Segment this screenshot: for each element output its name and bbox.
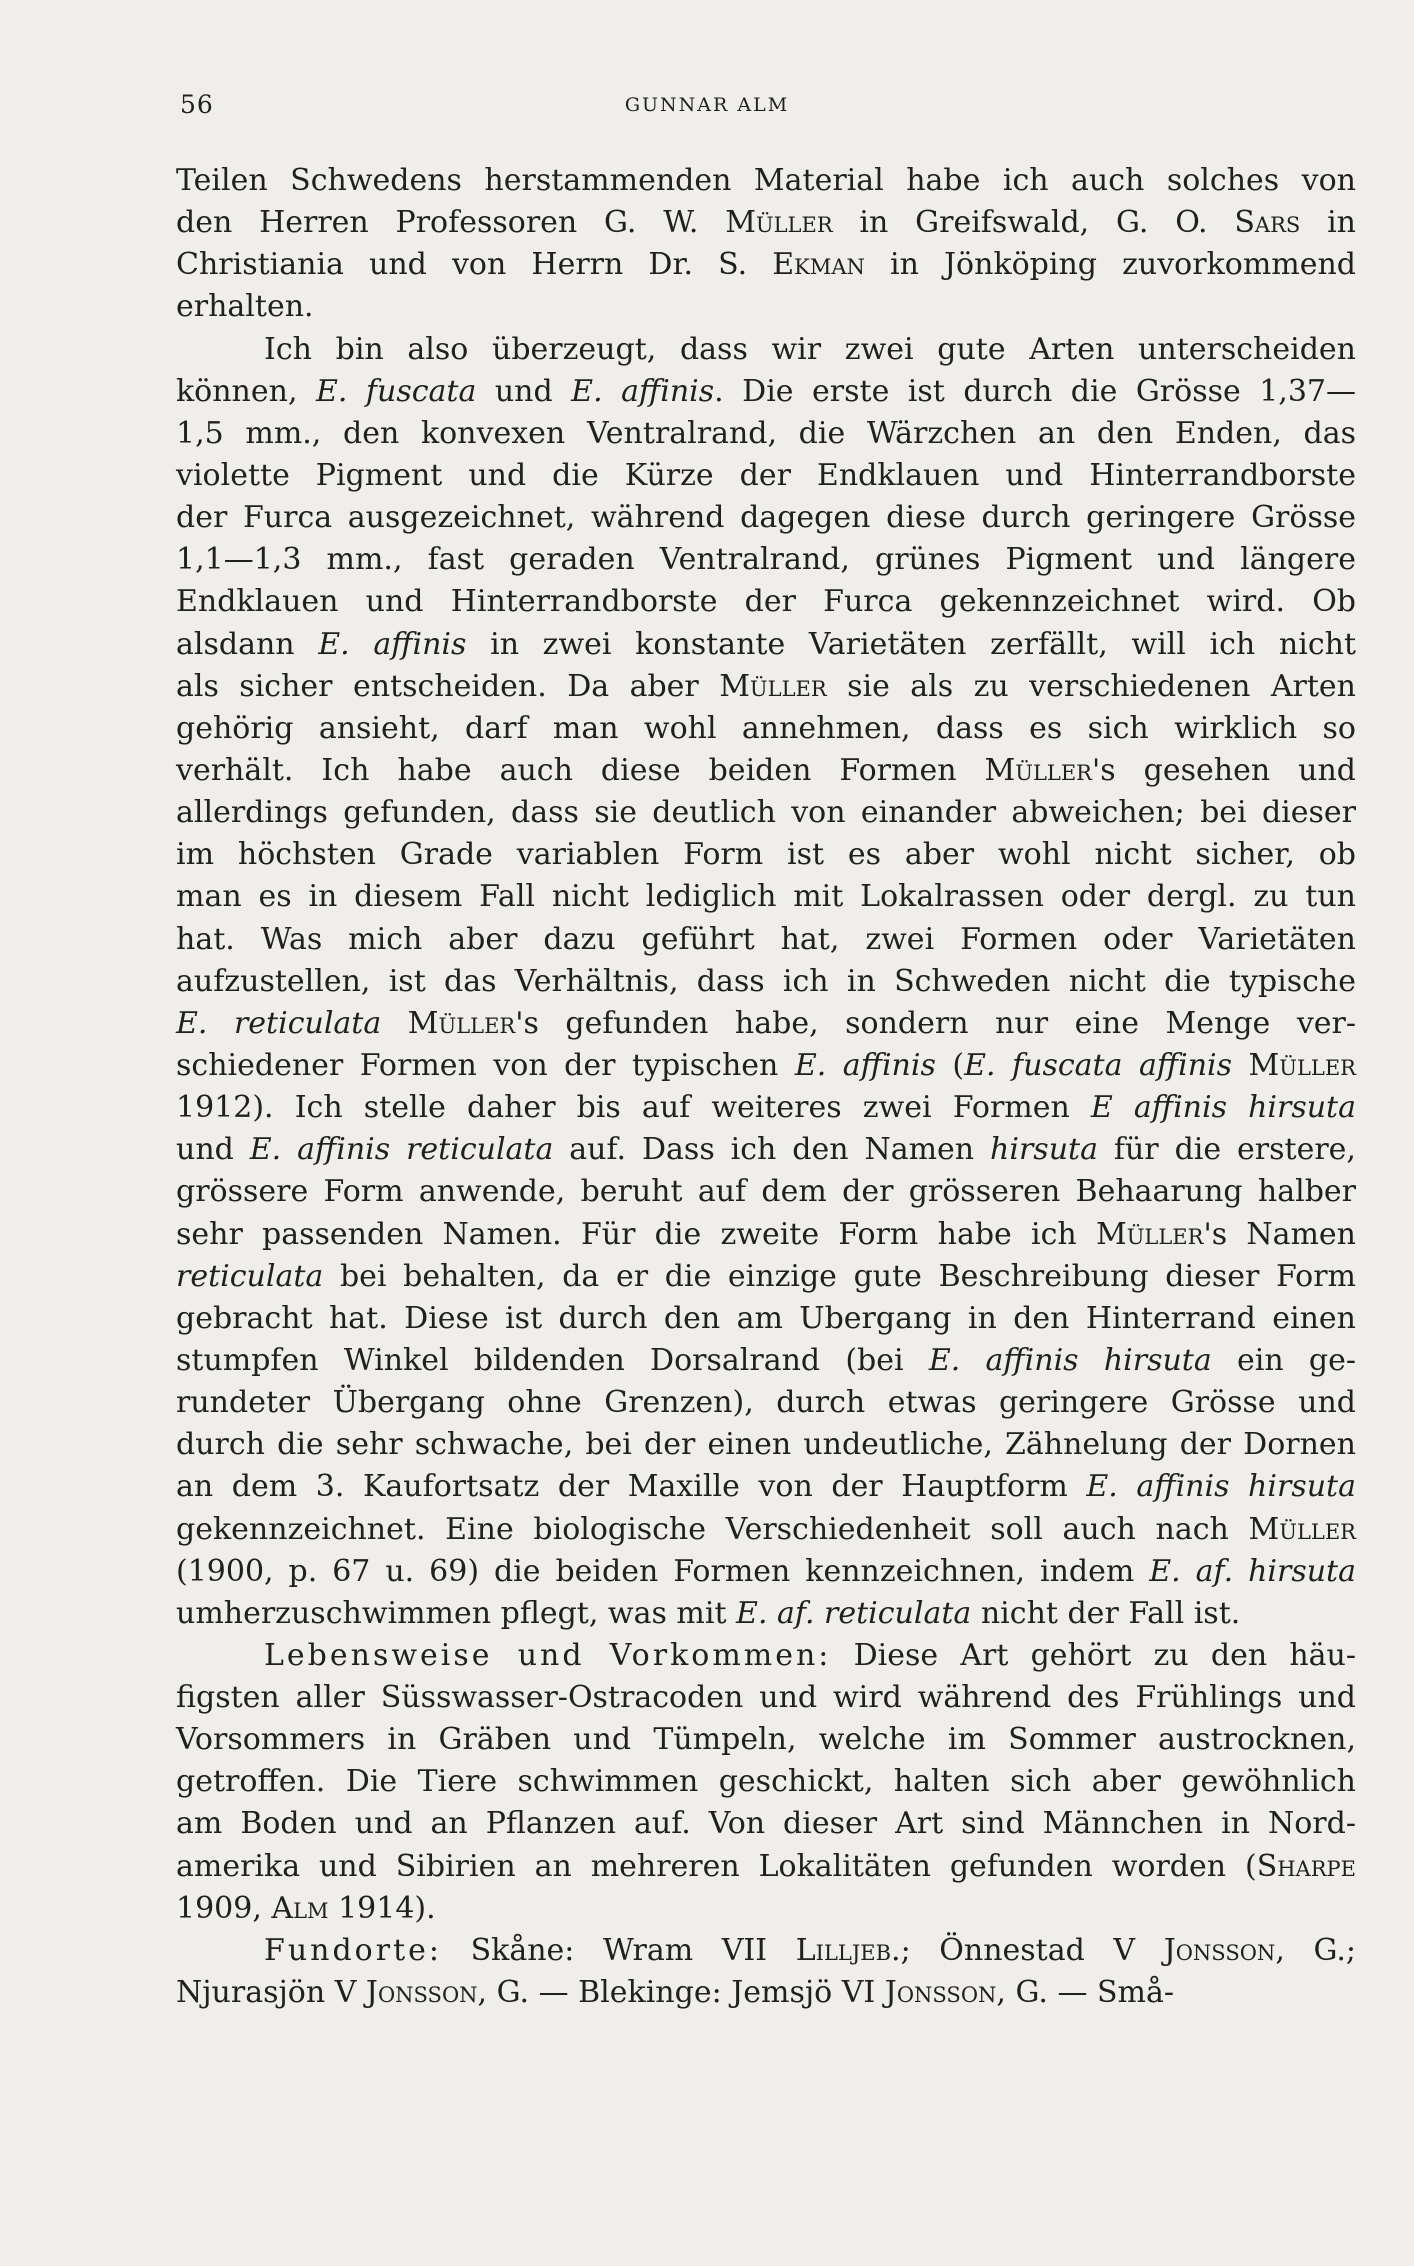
text-line (176, 286, 1356, 328)
text-run: an dem 3. Kaufortsatz der Maxille von der Hauptform (176, 1469, 1087, 1505)
text-run: 1,1—1,3 mm., fast geraden Ventralrand, grünes Pigment und längere (176, 542, 1356, 578)
text-line (176, 1129, 1356, 1171)
taxon-name: E. fuscata (315, 373, 477, 409)
text-run: durch die sehr schwache, bei der einen undeutliche, Zähnelung der Dornen (176, 1427, 1356, 1463)
text-line (176, 1003, 1356, 1045)
text-run: bei behalten, da er die einzige gute Beschreibung dieser Form (323, 1258, 1356, 1294)
text-line (176, 624, 1356, 666)
taxon-name: E. affinis (794, 1047, 936, 1083)
text-line (176, 1509, 1356, 1551)
text-line (176, 1677, 1356, 1719)
text-run: und (176, 1132, 250, 1168)
text-run: hat. Was mich aber dazu geführt hat, zwei Formen oder Varietäten (176, 921, 1356, 957)
text-run: auf. Dass ich den Namen (553, 1132, 991, 1168)
text-run: alsdann (176, 626, 319, 662)
text-run: verhält. Ich habe auch diese beiden Formen (176, 752, 985, 788)
text-run: 's Namen (1203, 1216, 1356, 1252)
section-heading: Fundorte: (264, 1932, 442, 1968)
body-text (176, 160, 1356, 2014)
text-run: und (476, 373, 572, 409)
author-name: Müller (1248, 1511, 1356, 1547)
text-run: Skåne: Wram VII (441, 1932, 796, 1968)
taxon-name: E. affinis hirsuta (1086, 1469, 1356, 1505)
text-run: allerdings gefunden, dass sie deutlich von einander abweichen; bei dieser (176, 795, 1356, 831)
text-run: in Greifswald, G. O. (832, 205, 1235, 241)
text-line (176, 581, 1356, 623)
text-line (176, 1087, 1356, 1129)
text-line (176, 1256, 1356, 1298)
text-run: Teilen Schwedens herstammenden Material habe ich auch solches von (176, 163, 1356, 198)
text-run: den Herren Professoren G. W. (176, 205, 726, 241)
text-line (176, 1761, 1356, 1803)
text-line (176, 497, 1356, 539)
author-name: Ekman (772, 247, 865, 283)
text-line (176, 244, 1356, 286)
text-line (176, 1635, 1356, 1677)
text-run (1232, 1048, 1249, 1083)
text-run: in zwei konstante Varietäten zerfällt, will ich nicht (466, 626, 1356, 662)
text-line (176, 1719, 1356, 1761)
text-line (176, 1466, 1356, 1508)
text-run: gekennzeichnet. Eine biologische Verschiedenheit soll auch nach (176, 1511, 1249, 1547)
author-name: Sharpe (1256, 1848, 1356, 1884)
taxon-name: E affinis hirsuta (1090, 1090, 1356, 1126)
text-line (176, 1382, 1356, 1424)
text-run: umherzuschwimmen pflegt, was mit (176, 1595, 737, 1631)
text-run: Njurasjön V (176, 1975, 366, 2011)
text-line (176, 1551, 1356, 1593)
text-line (176, 1888, 1356, 1930)
text-run: Diese Art gehört zu den häu- (831, 1637, 1357, 1673)
text-run: man es in diesem Fall nicht lediglich mit Lokalrassen oder dergl. zu tun (176, 879, 1356, 915)
taxon-name: E. reticulata (176, 1005, 382, 1041)
text-line (176, 666, 1356, 708)
text-run: ein ge- (1211, 1342, 1356, 1378)
text-run: 1,5 mm., den konvexen Ventralrand, die Wärzchen an den Enden, das (176, 415, 1356, 451)
text-run: sehr passenden Namen. Für die zweite Form habe ich (176, 1216, 1096, 1252)
author-name: Müller (719, 668, 827, 704)
text-line (176, 1930, 1356, 1972)
text-run: amerika und Sibirien an mehreren Lokalitäten gefunden worden ( (176, 1848, 1257, 1884)
text-line (176, 708, 1356, 750)
text-line (176, 371, 1356, 413)
taxon-name: E. affinis (318, 626, 467, 662)
text-line (176, 961, 1356, 1003)
text-line (176, 1298, 1356, 1340)
text-run: 1909, (176, 1890, 272, 1926)
text-run: stumpfen Winkel bildenden Dorsalrand (bei (176, 1342, 929, 1378)
author-name: Müller (725, 205, 833, 241)
text-run (381, 1006, 408, 1041)
author-name: Müller (407, 1005, 516, 1041)
text-line (176, 1803, 1356, 1845)
text-run: schiedener Formen von der typischen (176, 1047, 795, 1083)
text-run: nicht der Fall ist. (971, 1595, 1241, 1631)
text-run: Endklauen und Hinterrandborste der Furca gekennzeichnet wird. Ob (176, 584, 1356, 620)
text-run: für die erstere, (1097, 1132, 1356, 1168)
text-line (176, 1214, 1356, 1256)
text-run: 1912). Ich stelle daher bis auf weiteres zwei Formen (176, 1090, 1091, 1126)
text-run: können, (176, 373, 316, 409)
author-name: Müller (1248, 1047, 1356, 1083)
author-name: Jonsson (884, 1975, 997, 2011)
taxon-name: E. affinis hirsuta (928, 1342, 1212, 1378)
text-line (176, 329, 1356, 371)
text-line (176, 876, 1356, 918)
text-run: in (1300, 205, 1357, 241)
text-run: Christiania und von Herrn Dr. S. (176, 247, 773, 283)
taxon-name: E. af. reticulata (736, 1595, 972, 1631)
text-run: ( (935, 1047, 965, 1083)
text-line (176, 792, 1356, 834)
text-line (176, 202, 1356, 244)
text-run: im höchsten Grade variablen Form ist es aber wohl nicht sicher, ob (176, 837, 1356, 873)
text-line (176, 1171, 1356, 1213)
text-run: , G. — Små- (996, 1975, 1175, 2011)
text-run: sie als zu verschiedenen Arten (826, 668, 1356, 704)
text-run: 1914). (328, 1890, 436, 1926)
text-run: (1900, p. 67 u. 69) die beiden Formen kennzeichnen, indem (176, 1553, 1150, 1589)
running-head: GUNNAR ALM (624, 94, 790, 116)
author-name: Jonsson (1163, 1932, 1276, 1968)
text-line (176, 1340, 1356, 1382)
taxon-name: E. affinis reticulata (249, 1132, 554, 1168)
text-line (176, 455, 1356, 497)
page-number: 56 (180, 90, 214, 119)
author-name: Sars (1234, 205, 1301, 241)
text-line (176, 1846, 1356, 1888)
taxon-name: reticulata (176, 1258, 324, 1294)
text-run: figsten aller Süsswasser-Ostracoden und wird während des Frühlings und (176, 1680, 1356, 1716)
text-run: . Die erste ist durch die Grösse 1,37— (714, 373, 1357, 409)
text-run: Vorsommers in Gräben und Tümpeln, welche im Sommer austrocknen, (176, 1722, 1356, 1758)
taxon-name: E. fuscata affinis (964, 1047, 1233, 1083)
text-run: 's gefunden habe, sondern nur eine Menge ver- (515, 1005, 1356, 1041)
text-run: violette Pigment und die Kürze der Endklauen und Hinterrandborste (176, 457, 1356, 493)
taxon-name: E. affinis (571, 373, 715, 409)
author-name: Alm (271, 1890, 329, 1926)
text-line (176, 1593, 1356, 1635)
text-run: gehörig ansieht, darf man wohl annehmen, dass es sich wirklich so (176, 710, 1356, 746)
text-run: 's gesehen und (1092, 752, 1356, 788)
text-run: rundeter Übergang ohne Grenzen), durch etwas geringere Grösse und (176, 1385, 1356, 1421)
text-line (176, 160, 1356, 202)
text-run: als sicher entscheiden. Da aber (176, 668, 720, 704)
text-line (176, 1045, 1356, 1087)
taxon-name: hirsuta (990, 1132, 1098, 1168)
text-run: , G.; (1275, 1932, 1356, 1968)
author-name: Müller (1096, 1216, 1204, 1252)
text-run: aufzustellen, ist das Verhältnis, dass ich in Schweden nicht die typische (176, 963, 1356, 999)
text-run: getroffen. Die Tiere schwimmen geschickt, halten sich aber gewöhnlich (176, 1764, 1356, 1800)
text-line (176, 834, 1356, 876)
text-line (176, 539, 1356, 581)
taxon-name: E. af. hirsuta (1149, 1553, 1356, 1589)
author-name: Jonsson (365, 1975, 478, 2011)
text-run: in Jönköping zuvorkommend (864, 247, 1356, 283)
text-run: ; Önnestad V (900, 1932, 1164, 1968)
text-run: der Furca ausgezeichnet, während dagegen diese durch geringere Grösse (176, 500, 1356, 536)
text-line (176, 1424, 1356, 1466)
text-line (176, 750, 1356, 792)
author-name: Müller (984, 752, 1092, 788)
text-line (176, 919, 1356, 961)
text-run: gebracht hat. Diese ist durch den am Ubergang in den Hinterrand einen (176, 1300, 1356, 1336)
author-name: Lilljeb. (795, 1932, 901, 1968)
text-line (176, 413, 1356, 455)
text-run: Ich bin also überzeugt, dass wir zwei gute Arten unterscheiden (264, 331, 1356, 367)
text-run: am Boden und an Pflanzen auf. Von dieser Art sind Männchen in Nord- (176, 1806, 1356, 1842)
section-heading: Lebensweise und Vorkommen: (264, 1637, 832, 1673)
text-run: grössere Form anwende, beruht auf dem der grösseren Behaarung halber (176, 1174, 1356, 1210)
text-run: erhalten. (176, 289, 314, 325)
text-line (176, 1972, 1356, 2014)
text-run: , G. — Blekinge: Jemsjö VI (477, 1975, 885, 2011)
